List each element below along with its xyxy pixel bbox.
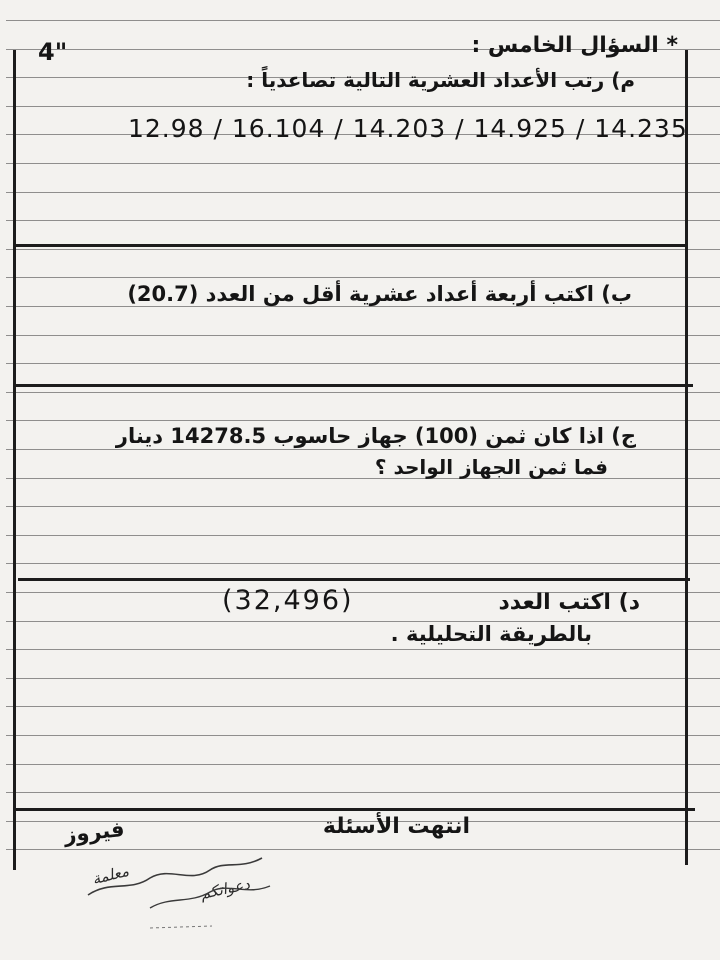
ruled-line (6, 20, 720, 21)
question-title (471, 33, 678, 58)
part-b-label: ب) (601, 282, 632, 306)
ruled-line (6, 449, 720, 450)
part-d-text-1: اكتب العدد (498, 590, 611, 615)
ruled-line (6, 392, 720, 393)
part-d-label: د) (618, 590, 640, 615)
part-c-label: ج) (611, 424, 636, 448)
scribble-2: دعواتكم (198, 874, 252, 904)
part-a-label: م) (611, 68, 635, 92)
ruled-line (6, 621, 720, 622)
ruled-line (6, 277, 720, 278)
ruled-line (6, 363, 720, 364)
page-number-text: 4 (38, 38, 55, 66)
ruled-line (6, 849, 720, 850)
ruled-line (6, 306, 720, 307)
ruled-line (6, 563, 720, 564)
frame-left-border (13, 50, 16, 870)
ruled-line (6, 192, 720, 193)
section-divider-3 (18, 578, 690, 581)
part-b-text: اكتب أربعة أعداد عشرية أقل من العدد (20.7) (127, 282, 594, 306)
ruled-line (6, 478, 720, 479)
part-a-instruction (246, 68, 635, 92)
ruled-line (6, 506, 720, 507)
ruled-line (6, 220, 720, 221)
ruled-line (6, 764, 720, 765)
ruled-line (6, 249, 720, 250)
section-divider-4 (13, 808, 695, 811)
part-c-line-1 (116, 424, 636, 448)
title-text: السؤال الخامس : (471, 33, 659, 58)
ruled-line (6, 735, 720, 736)
ruled-line (6, 792, 720, 793)
page-number: 4" (38, 38, 68, 66)
ruled-line (6, 335, 720, 336)
part-d-number: (32,496) (222, 585, 354, 616)
ruled-line (6, 163, 720, 164)
part-c-text-1: اذا كان ثمن (100) جهاز حاسوب 14278.5 دينار (115, 424, 604, 448)
ruled-line (6, 106, 720, 107)
part-c-line-2: فما ثمن الجهاز الواحد ؟ (374, 455, 608, 479)
part-b-instruction (127, 282, 632, 306)
part-d-line-1 (498, 590, 640, 615)
ending-text: انتهت الأسئلة (322, 814, 470, 839)
section-divider-2 (13, 384, 693, 387)
signature: فيروز (63, 816, 127, 848)
ruled-line (6, 535, 720, 536)
scribble-1: معلمة (90, 861, 131, 889)
part-a-text: رتب الأعداد العشرية التالية تصاعدياً : (246, 68, 605, 92)
frame-right-border (685, 50, 688, 865)
ruled-line (6, 420, 720, 421)
ruled-line (6, 649, 720, 650)
section-divider-1 (13, 244, 688, 247)
title-bullet: * (666, 33, 678, 58)
part-a-numbers: 12.98 / 16.104 / 14.203 / 14.925 / 14.235 (128, 114, 688, 143)
ruled-line (6, 706, 720, 707)
part-d-line-2: بالطريقة التحليلية . (390, 622, 592, 646)
ruled-line (6, 678, 720, 679)
